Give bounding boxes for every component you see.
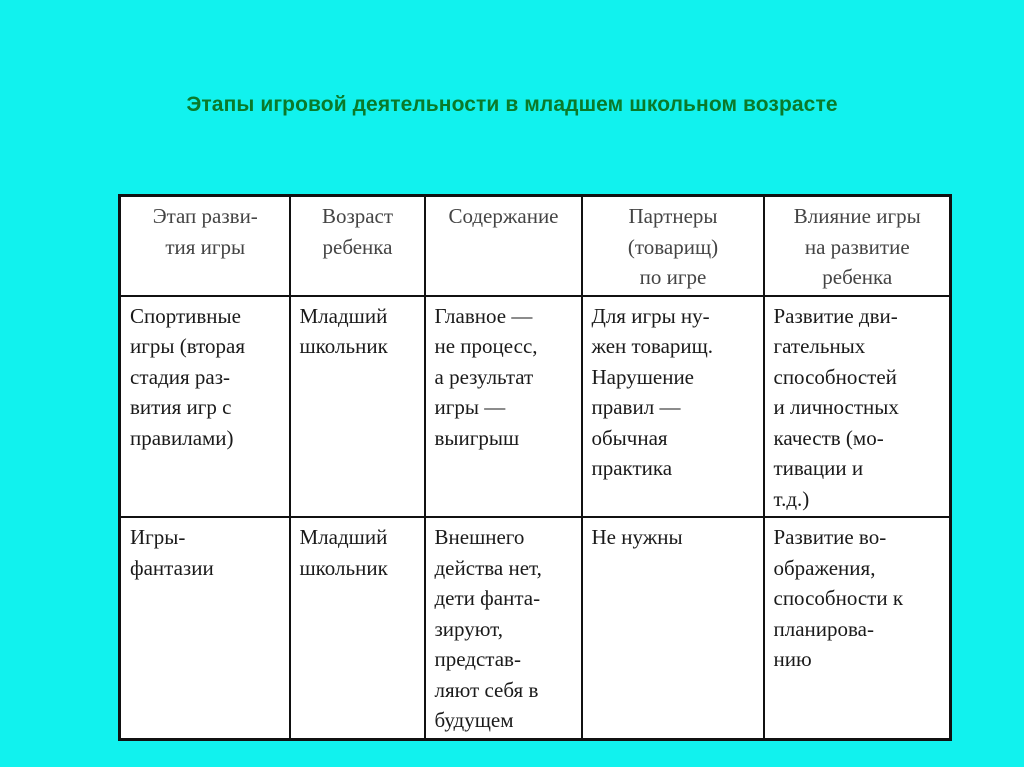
header-stage: Этап разви- тия игры (120, 196, 290, 296)
cell-age: Младший школьник (290, 517, 425, 739)
cell-partners: Для игры ну- жен товарищ. Нарушение правил — обычная практика (582, 296, 764, 518)
cell-stage: Спортивные игры (вторая стадия раз- вития игр с правилами) (120, 296, 290, 518)
cell-influence: Развитие дви- гательных способностей и личностных качеств (мо- тивации и т.д.) (764, 296, 951, 518)
table-row (120, 517, 951, 739)
cell-stage: Игры- фантазии (120, 517, 290, 739)
header-age: Возраст ребенка (290, 196, 425, 296)
header-content: Содержание (425, 196, 582, 296)
cell-content: Главное — не процесс, а результат игры — выигрыш (425, 296, 582, 518)
cell-partners: Не нужны (582, 517, 764, 739)
slide-title: Этапы игровой деятельности в младшем школьном возрасте (186, 93, 838, 116)
table-row (120, 296, 951, 518)
header-influence: Влияние игры на развитие ребенка (764, 196, 951, 296)
cell-content: Внешнего действа нет, дети фанта- зируют, представ- ляют себя в будущем (425, 517, 582, 739)
table-header-row (120, 196, 951, 296)
game-stages-table (118, 194, 952, 741)
header-partners: Партнеры (товарищ) по игре (582, 196, 764, 296)
cell-influence: Развитие во- ображения, способности к планирова- нию (764, 517, 951, 739)
cell-age: Младший школьник (290, 296, 425, 518)
